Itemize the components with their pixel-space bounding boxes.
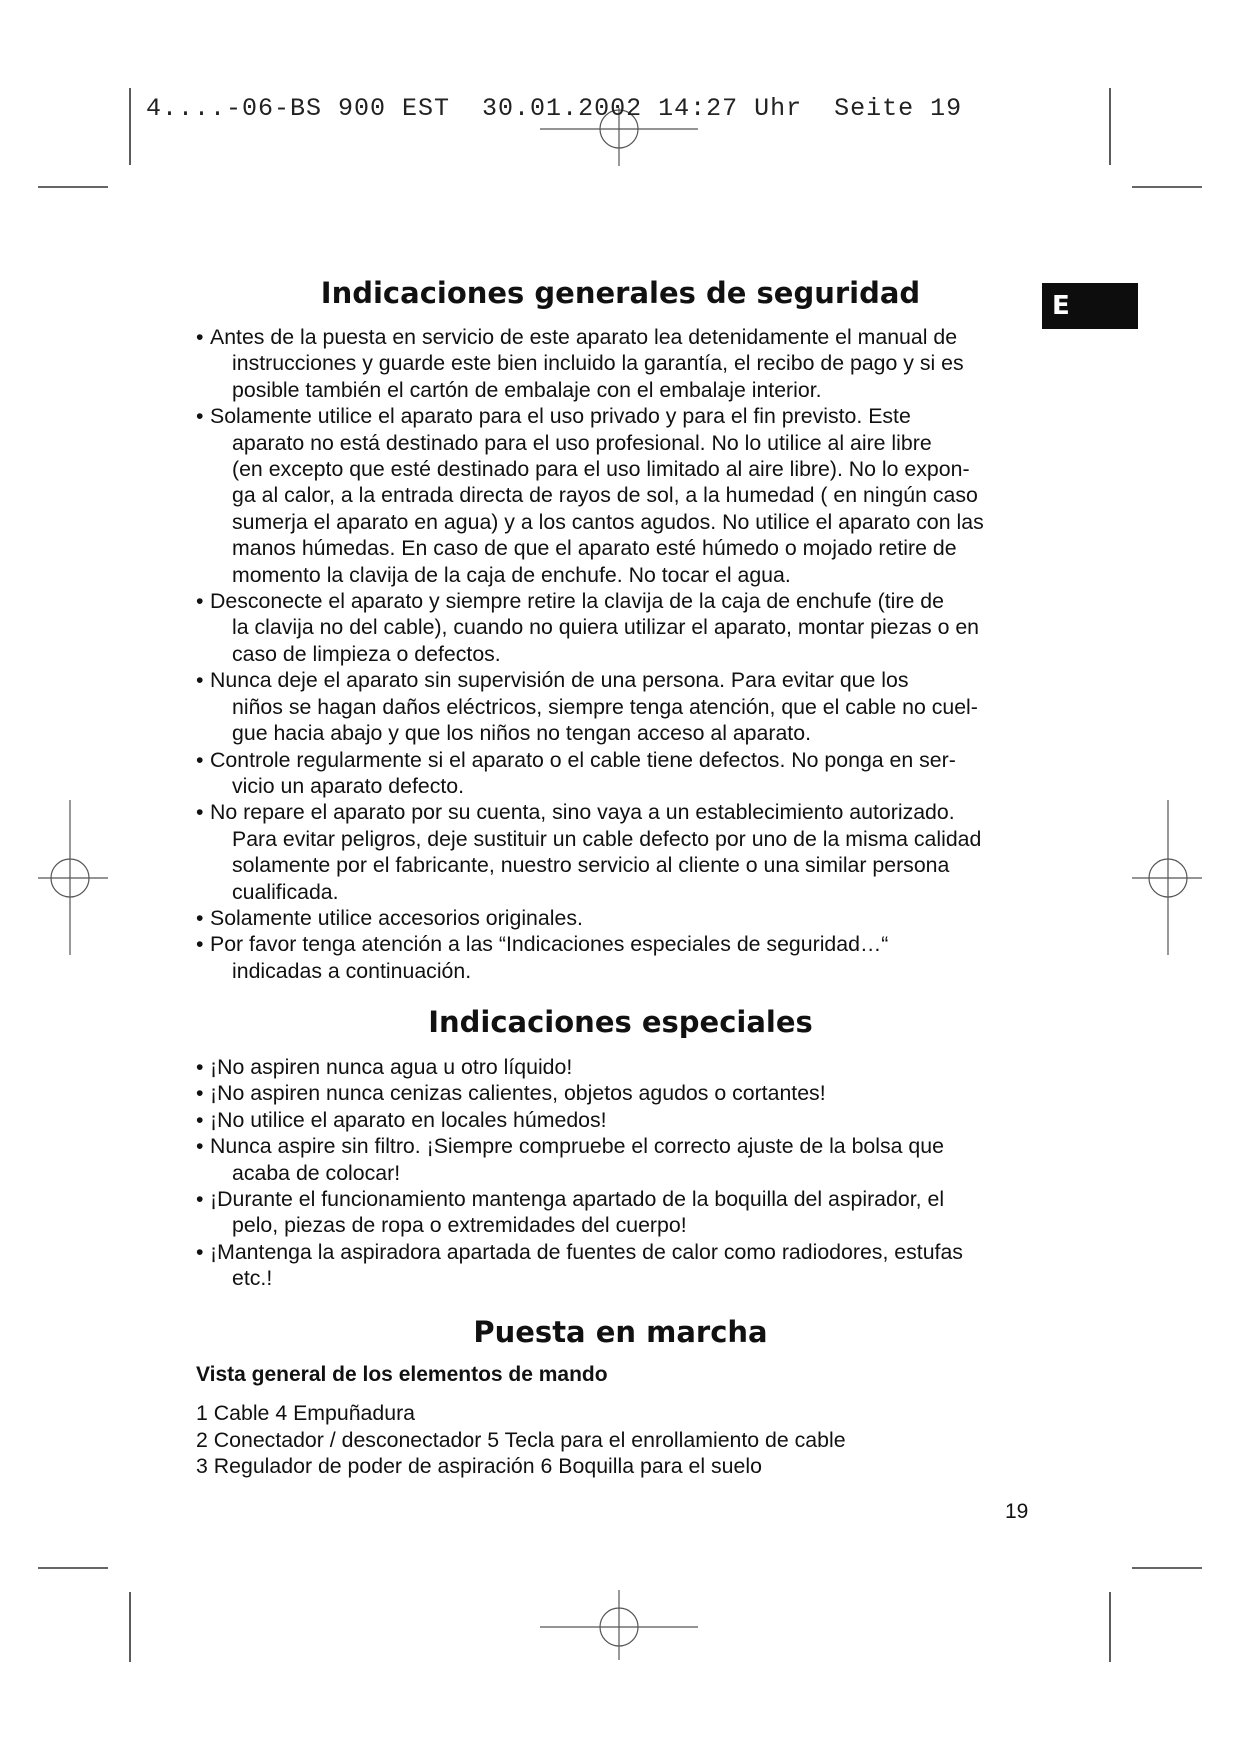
- bullet-line: gue hacia abajo y que los niños no tengan acceso al aparato.: [232, 721, 811, 746]
- bullet-item: [196, 931, 1046, 984]
- bullet-line: vicio un aparato defecto.: [232, 773, 465, 798]
- bullet-line: solamente por el fabricante, nuestro servicio al cliente o una similar persona: [232, 853, 950, 878]
- controls-overview-heading: Vista general de los elementos de mando: [196, 1363, 608, 1386]
- bullet-line: Por favor tenga atención a las “Indicaciones especiales de seguridad…“: [210, 932, 889, 957]
- bullet-line: pelo, piezas de ropa o extremidades del cuerpo!: [232, 1213, 687, 1238]
- bullet-item: [196, 1080, 1046, 1106]
- bullet-marker: •: [196, 1107, 204, 1132]
- bullet-item: [196, 1054, 1046, 1080]
- controls-line-1: 1 Cable 4 Empuñadura: [196, 1401, 416, 1426]
- bullet-line: indicadas a continuación.: [232, 958, 472, 983]
- registration-mark-left: [38, 800, 108, 955]
- bullet-line: aparato no está destinado para el uso profesional. No lo utilice al aire libre: [232, 430, 932, 455]
- bullet-line: ¡No utilice el aparato en locales húmedos!: [210, 1107, 607, 1132]
- bullet-line: etc.!: [232, 1266, 273, 1291]
- bullet-line: Para evitar peligros, deje sustituir un cable defecto por uno de la misma calidad: [232, 826, 982, 851]
- bullet-marker: •: [196, 668, 204, 693]
- general-safety-list: [196, 324, 1046, 984]
- bullet-item: [196, 588, 1046, 667]
- bullet-line: instrucciones y guarde este bien incluido la garantía, el recibo de pago y si es: [232, 351, 964, 376]
- bullet-item: [196, 667, 1046, 746]
- bullet-item: [196, 1239, 1046, 1292]
- bullet-line: caso de limpieza o defectos.: [232, 641, 501, 666]
- bullet-marker: •: [196, 325, 204, 349]
- bullet-line: niños se hagan daños eléctricos, siempre tenga atención, que el cable no cuel-: [232, 694, 978, 719]
- startup-block: [196, 1362, 1046, 1480]
- bullet-marker: •: [196, 905, 204, 930]
- bullet-line: Desconecte el aparato y siempre retire la clavija de la caja de enchufe (tire de: [210, 589, 944, 614]
- bullet-item: [196, 1107, 1046, 1133]
- bullet-item: [196, 799, 1046, 905]
- bullet-line: momento la clavija de la caja de enchufe. No tocar el agua.: [232, 562, 791, 587]
- bullet-marker: •: [196, 800, 204, 825]
- bullet-item: [196, 747, 1046, 800]
- bullet-line: ¡No aspiren nunca agua u otro líquido!: [210, 1055, 573, 1079]
- bullet-line: acaba de colocar!: [232, 1160, 401, 1185]
- bullet-marker: •: [196, 1187, 204, 1212]
- bullet-line: ¡Mantenga la aspiradora apartada de fuentes de calor como radiodores, estufas: [210, 1239, 963, 1264]
- registration-mark-bottom: [540, 1590, 698, 1660]
- bullet-line: Controle regularmente si el aparato o el cable tiene defectos. No ponga en ser-: [210, 747, 956, 772]
- bullet-line: sumerja el aparato en agua) y a los cantos agudos. No utilice el aparato con las: [232, 509, 984, 534]
- bullet-marker: •: [196, 1081, 204, 1106]
- bullet-marker: •: [196, 747, 204, 772]
- bullet-item: [196, 1133, 1046, 1186]
- bullet-marker: •: [196, 1055, 204, 1079]
- bullet-line: ¡No aspiren nunca cenizas calientes, objetos agudos o cortantes!: [210, 1081, 826, 1106]
- bullet-line: posible también el cartón de embalaje con el embalaje interior.: [232, 377, 822, 402]
- print-slug: 4....-06-BS 900 EST 30.01.2002 14:27 Uhr Seite 19: [146, 94, 963, 123]
- bullet-line: la clavija no del cable), cuando no quiera utilizar el aparato, montar piezas o en: [232, 615, 980, 640]
- section-title-startup: Puesta en marcha: [473, 1315, 768, 1349]
- bullet-item: [196, 1186, 1046, 1239]
- bullet-item: [196, 905, 1046, 931]
- bullet-line: ga al calor, a la entrada directa de rayos de sol, a la humedad ( en ningún caso: [232, 483, 978, 508]
- bullet-line: manos húmedas. En caso de que el aparato esté húmedo o mojado retire de: [232, 536, 957, 561]
- language-tab: E: [1042, 283, 1138, 329]
- bullet-line: ¡Durante el funcionamiento mantenga apartado de la boquilla del aspirador, el: [210, 1187, 945, 1212]
- bullet-marker: •: [196, 1239, 204, 1264]
- bullet-line: Nunca aspire sin filtro. ¡Siempre compruebe el correcto ajuste de la bolsa que: [210, 1134, 944, 1159]
- bullet-marker: •: [196, 404, 204, 429]
- bullet-line: (en excepto que esté destinado para el uso limitado al aire libre). No lo expon-: [232, 457, 970, 482]
- special-list: [196, 1054, 1046, 1292]
- controls-line-2: 2 Conectador / desconectador 5 Tecla para el enrollamiento de cable: [196, 1427, 846, 1452]
- bullet-line: Solamente utilice accesorios originales.: [210, 905, 583, 930]
- bullet-line: Antes de la puesta en servicio de este aparato lea detenidamente el manual de: [210, 325, 958, 349]
- bullet-marker: •: [196, 589, 204, 614]
- bullet-line: Solamente utilice el aparato para el uso privado y para el fin previsto. Este: [210, 404, 911, 429]
- bullet-line: cualificada.: [232, 879, 339, 904]
- bullet-marker: •: [196, 932, 204, 957]
- section-title-special: Indicaciones especiales: [428, 1005, 813, 1039]
- controls-line-3: 3 Regulador de poder de aspiración 6 Boquilla para el suelo: [196, 1454, 762, 1479]
- bullet-item: [196, 403, 1046, 588]
- bullet-line: Nunca deje el aparato sin supervisión de una persona. Para evitar que los: [210, 668, 909, 693]
- section-title-general-safety: Indicaciones generales de seguridad: [320, 276, 921, 310]
- bullet-marker: •: [196, 1134, 204, 1159]
- registration-mark-right: [1132, 800, 1202, 955]
- bullet-item: [196, 324, 1046, 403]
- bullet-line: No repare el aparato por su cuenta, sino vaya a un establecimiento autorizado.: [210, 800, 955, 825]
- page-number: 19: [1005, 1500, 1029, 1523]
